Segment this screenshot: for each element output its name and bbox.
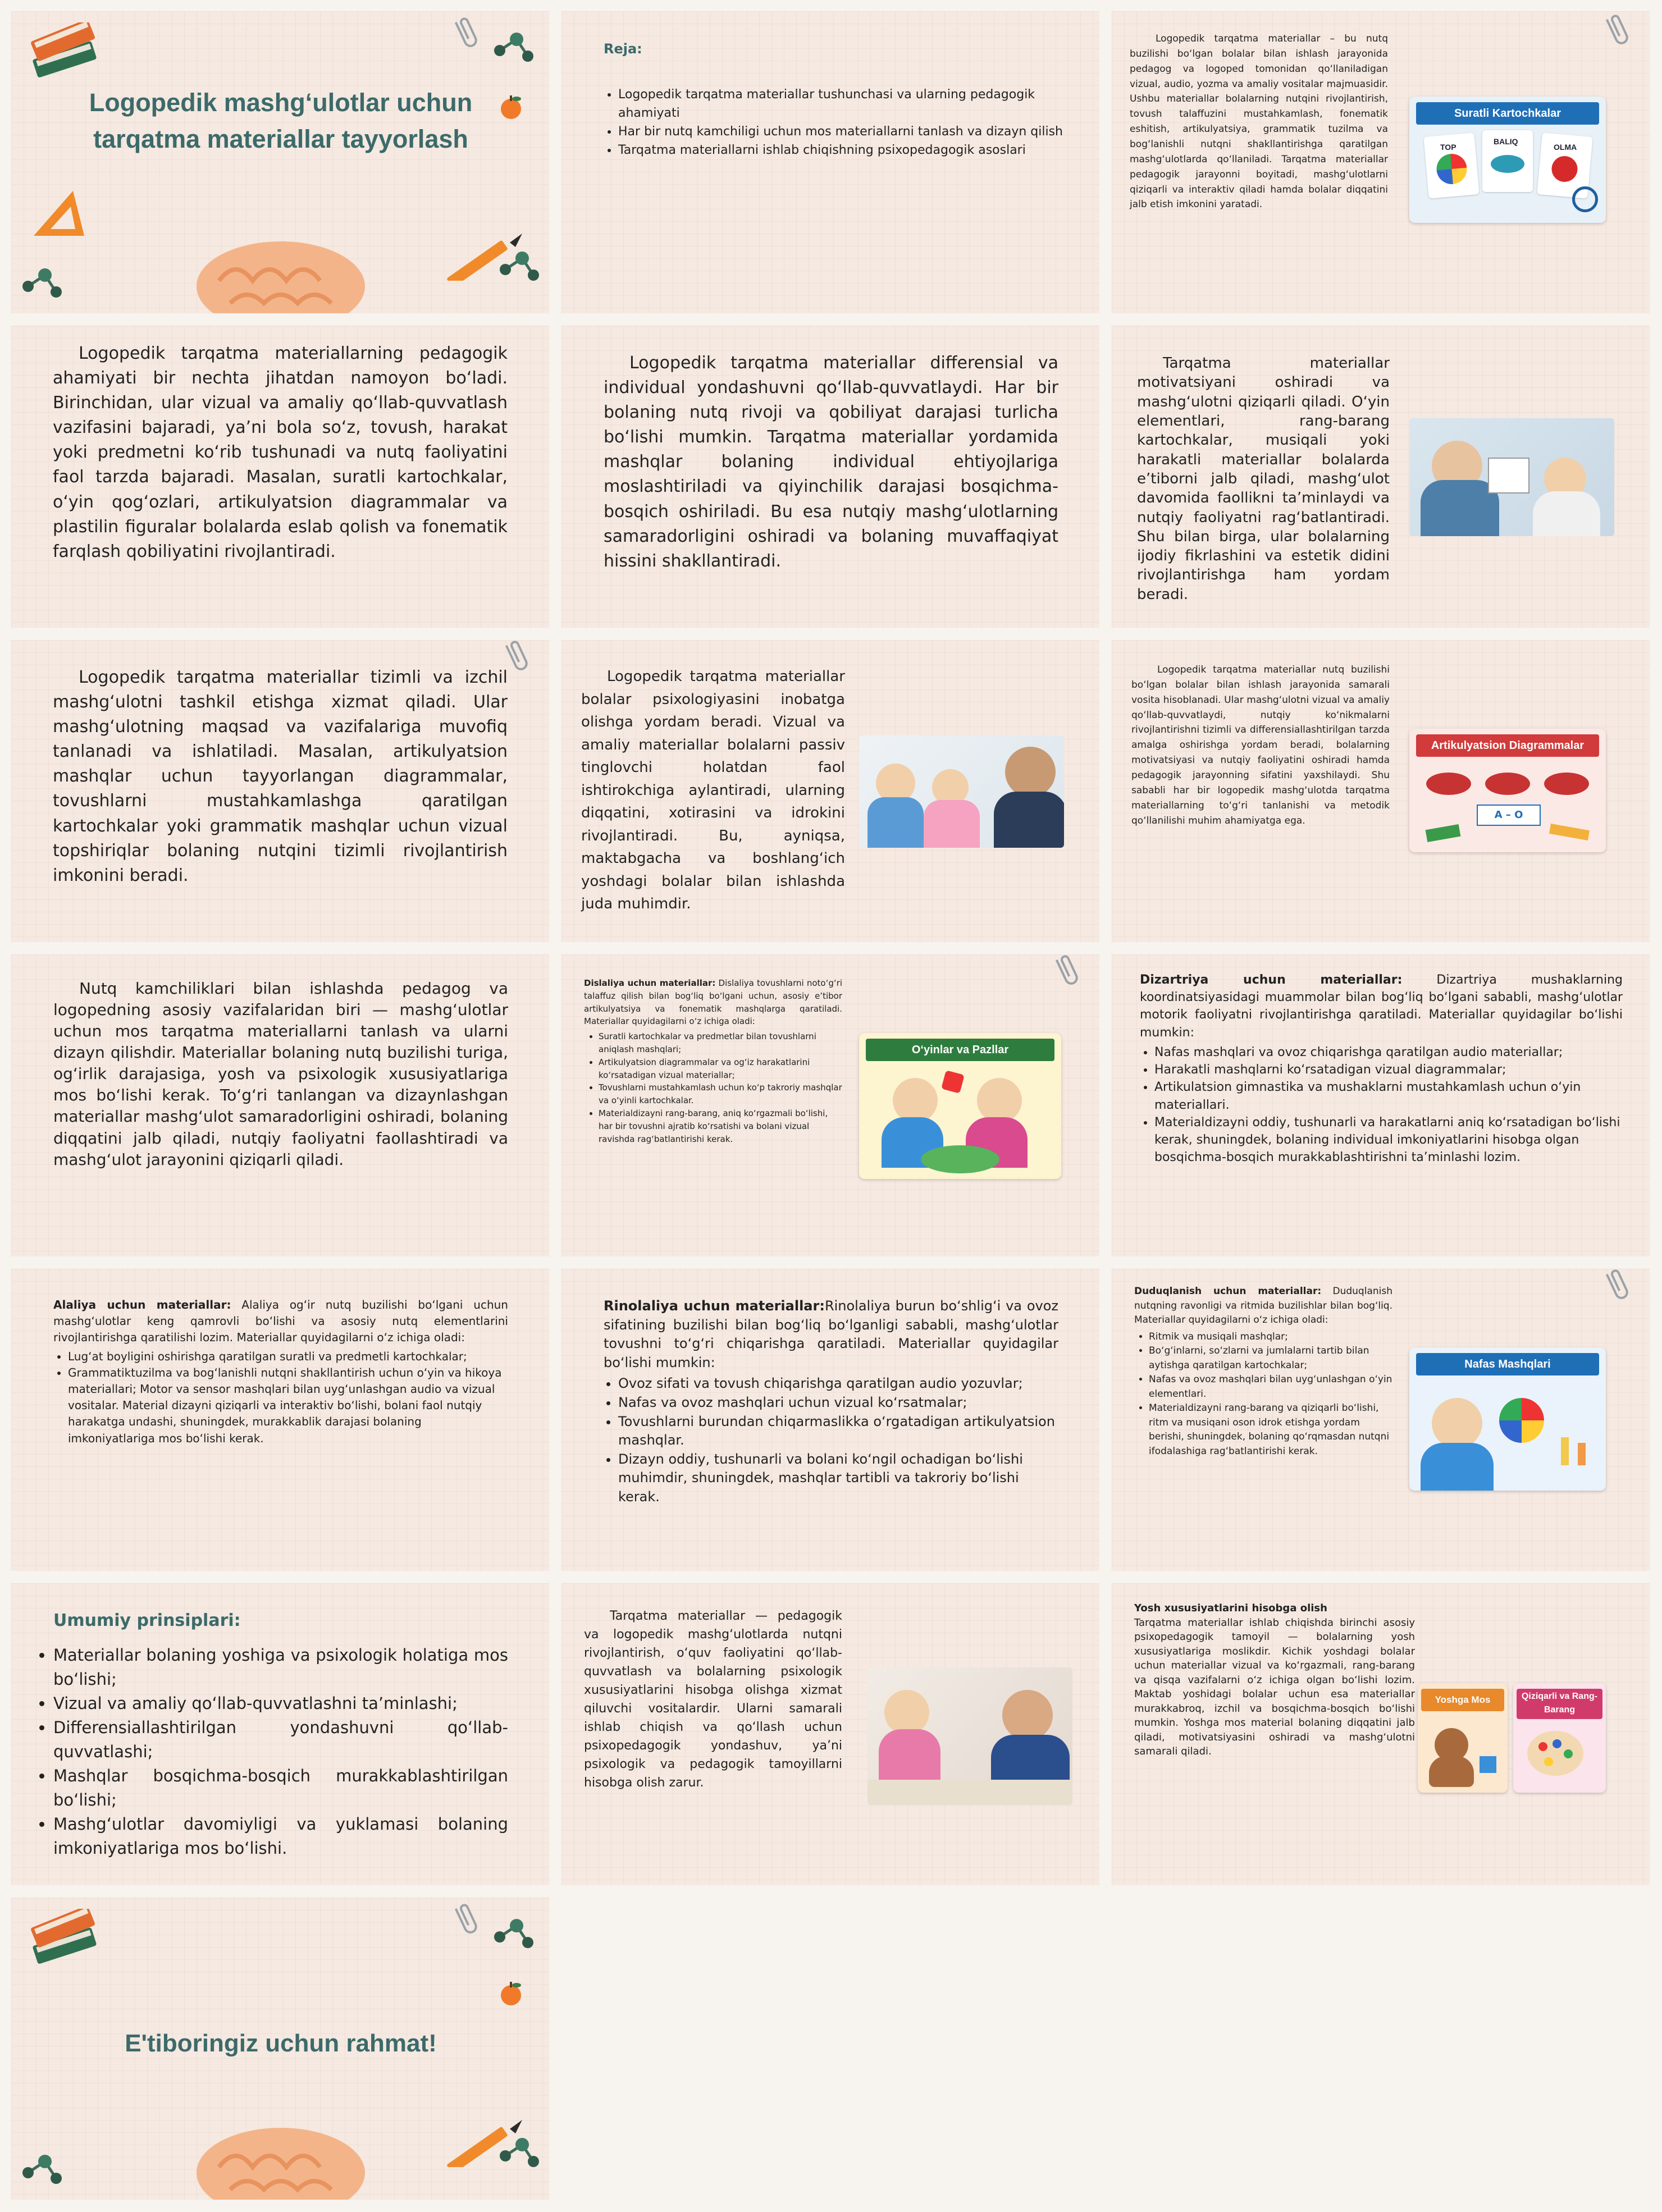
plan-item: • Har bir nutq kamchiligi uchun mos materiallarni tanlash va dizayn qilish <box>618 122 1064 141</box>
plan-item: • Tarqatma materiallarni ishlab chiqishning psixopedagogik asoslari <box>618 141 1064 159</box>
brain-icon <box>197 241 365 313</box>
list-item: • Harakatli mashqlarni ko‘rsatadigan vizual diagrammalar; <box>1154 1061 1623 1078</box>
slide-10 <box>11 954 549 1256</box>
list-item: • Materialdizayni oddiy, tushunarli va harakatlarni aniq ko‘rsatadigan bo‘lishi kerak, shuningdek, bolaning individual imkoniyatlarini hisobga olgan bosqichma-bosqich murakkablashtirishni ta’minlashi lozim. <box>1154 1114 1623 1167</box>
slide-17 <box>561 1583 1099 1885</box>
molecule-icon <box>22 264 67 303</box>
books-icon <box>28 1909 118 1987</box>
slide-18 <box>1112 1583 1650 1885</box>
breathing-illustration <box>1409 1347 1606 1491</box>
slide-15 <box>1112 1269 1650 1571</box>
body-text: Alaliya uchun materiallar: Alaliya og‘ir nutq buzilishi bo‘lgani uchun mashg‘ulotlar keng qamrovli bo‘lishi va asosiy nutq elementlarini rivojlantirishga qaratilishi lozim. Materiallar quyidagilarni o‘z ichiga oladi: • Lug‘at boyligini oshirishga qaratilgan suratli va predmetli kartochkalar; • Grammatiktuzilma va bog‘lanishli nutqni shakllantirish uchun o‘yin va hikoya materiallari; Motor va sensor mashqlari bilan uyg‘unlashgan audio va vizual vositalar. Material dizayni qiziqarli va interaktiv bo‘lishi, bolani faol nutqiy harakatga undashi, shuningdek, murakkablik darajasi bolaning imkoniyatlariga mos bo‘lishi kerak. <box>53 1297 508 1447</box>
body-text: Logopedik tarqatma materiallar bolalar psixologiyasini inobatga olishga yordam beradi. Vizual va amaliy materiallar bolalarni passiv tinglovchi holatdan faol ishtirokchiga aylantiradi, ularning diqqatini, xotirasini va idrokini rivojlantiradi. Bu, ayniqsa, maktabgacha va boshlang‘ich yoshdagi bolalar bilan ishlashda juda muhimdir. <box>581 668 845 913</box>
list-item: • Materiallar bolaning yoshiga va psixologik holatiga mos bo‘lishi; <box>53 1643 508 1692</box>
plan-item: • Logopedik tarqatma materiallar tushunchasi va ularning pedagogik ahamiyati <box>618 85 1064 122</box>
slide-16 <box>11 1583 549 1885</box>
molecule-icon <box>22 2150 67 2190</box>
slide-1-title <box>11 11 549 313</box>
molecule-icon <box>500 247 545 292</box>
photo-teacher-girl <box>867 1667 1072 1805</box>
age-appropriate-illustration <box>1418 1683 1508 1793</box>
slide-2-plan <box>561 11 1099 313</box>
slide-6 <box>1112 326 1650 628</box>
colorful-illustration <box>1513 1683 1606 1793</box>
paperclip-icon <box>505 640 533 691</box>
body-text: Tarqatma materiallar motivatsiyani oshiradi va mashg‘ulotni qiziqarli qiladi. O‘yin elementlari, rang-barang kartochkalar, musiqali yoki harakatli materiallar bolalarda e’tiborni jalb qiladi, mashg‘ulot davomida faollikni ta’minlaydi va nutqiy faoliyatni rag‘batlantiradi. Shu bilan birga, ular bolalarning ijodiy fikrlashini va estetik didini rivojlantirishga ham yordam beradi. <box>1137 355 1390 603</box>
slide-3 <box>1112 11 1650 313</box>
slide-5 <box>561 326 1099 628</box>
plan-heading: Reja: <box>604 41 642 57</box>
thanks-title: E'tiboringiz uchun rahmat! <box>125 2030 437 2057</box>
list-item: • Artikulyatsion diagrammalar va og‘iz harakatlarini ko‘rsatadigan vizual materiallar; <box>599 1056 842 1082</box>
paperclip-icon <box>455 17 483 67</box>
list-item: • Tovushlarni mustahkamlash uchun ko‘p takroriy mashqlar va o‘yinli kartochkalar. <box>599 1081 842 1107</box>
card-banner: Nafas Mashqlari <box>1416 1353 1599 1375</box>
paperclip-icon <box>455 1903 483 1954</box>
list-item: • Nafas mashqlari va ovoz chiqarishga qaratilgan audio materiallar; <box>1154 1044 1623 1061</box>
card-banner: Suratli Kartochkalar <box>1416 102 1599 125</box>
molecule-icon <box>494 28 539 67</box>
list-item: • Nafas va ovoz mashqlari uchun vizual ko‘rsatmalar; <box>618 1393 1058 1413</box>
list-item: • Mashqlar bosqichma-bosqich murakkablashtirilgan bo‘lishi; <box>53 1764 508 1812</box>
molecule-icon <box>500 2133 545 2178</box>
list-item: • Materialdizayni rang-barang, aniq ko‘rgazmali bo‘lishi, har bir tovushni ajratib ko‘rsatishi va bolani vizual ravishda rag‘batlantirishi kerak. <box>599 1107 842 1145</box>
slide-8 <box>561 640 1099 942</box>
presentation-title: Logopedik mashg‘ulotlar uchun tarqatma materiallar tayyorlash <box>89 88 473 154</box>
slide-12 <box>1112 954 1650 1256</box>
list-item: • Nafas va ovoz mashqlari bilan uyg‘unlashgan o‘yin elementlari. <box>1149 1373 1392 1401</box>
list-item: • Materialdizayni rang-barang va qiziqarli bo‘lishi, ritm va musiqani oson idrok etishga yordam berishi, shuningdek, bolaning qo‘rqmasdan nutqni ifodalashiga rag‘batlantirishi kerak. <box>1149 1401 1392 1459</box>
list-item: • Differensiallashtirilgan yondashuvni qo‘llab-quvvatlashi; <box>53 1716 508 1764</box>
body-text: Yosh xususiyatlarini hisobga olish Tarqatma materiallar ishlab chiqishda birinchi asosiy psixopedagogik tamoyil — bolalarning yosh xususiyatlariga moslikdir. Kichik yoshdagi bolalar uchun materiallar vizual va ko‘rgazmali, rang-barang va qisqa vazifalarni o‘z ichiga olgan bo‘lishi lozim. Maktab yoshidagi bolalar uchun esa materiallar murakkabroq, izchil va bosqichma-bosqich bo‘lishi mumkin. Yoshga mos material bolaning diqqatini jalb qiladi, motivatsiyasini oshiradi va mashg‘ulotni samarali qiladi. <box>1134 1602 1415 1758</box>
slide-4 <box>11 326 549 628</box>
pinwheel-icon <box>1499 1398 1544 1443</box>
principles-block <box>53 1608 508 1861</box>
body-text: Logopedik tarqatma materiallar tizimli va izchil mashg‘ulotni tashkil etishga xizmat qiladi. Ular mashg‘ulotning maqsad va vazifalariga muvofiq tanlanadi va ishlatiladi. Masalan, artikulyatsion mashqlar uchun tayyorlangan diagrammalar, tovushlarni mustahkamlashga qaratilgan kartochkalar yoki grammatik mashqlar uchun vizual topshiriqlar bolaning nutqini tizimli rivojlantirish imkonini beradi. <box>53 668 508 885</box>
slide-7 <box>11 640 549 942</box>
body-text: Logopedik tarqatma materiallar – bu nutq buzilishi bo‘lgan bolalar bilan ishlash jarayonida pedagog va logoped tomonidan qo‘llaniladigan vizual, audio, yozma va amaliy vositalar majmuasidir. Ushbu materiallar bolalarning nutqini rivojlantirish, tovush talaffuzini mustahkamlash, fonematik eshitish, artikulyatsiya, grammatik tuzilma va bog‘lanishli nutqni shakllantirishga qaratilgan mashg‘ulotlarda qo‘llaniladi. Tarqatma materiallar pedagogik jarayonni boyitadi, mashg‘ulotlarni qiziqarli va interaktiv qiladi hamda bolalar diqqatini jalb etish imkonini yaratadi. <box>1130 33 1388 211</box>
list-item: • Bo‘g‘inlarni, so‘zlarni va jumlalarni tartib bilan aytishga qaratilgan kartochkalar; <box>1149 1344 1392 1373</box>
card-banner: Qiziqarli va Rang-Barang <box>1517 1689 1602 1719</box>
list-item: • Lug‘at boyligini oshirishga qaratilgan suratli va predmetli kartochkalar; <box>68 1349 508 1365</box>
body-text: Nutq kamchiliklari bilan ishlashda pedagog va logopedning asosiy vazifalaridan biri — mashg‘ulotlar uchun mos tarqatma materiallarni tanlash va ularni dizayn qilishdir. Materiallar bolaning nutq buzilishi turiga, og‘irlik darajasiga, yosh va psixologik xususiyatlariga mos bo‘lishi kerak. To‘g‘ri tanlangan va dizaynlashgan materiallar mashg‘ulot samaradorligini oshiradi, bolaning diqqatini jalb qiladi, nutqiy faoliyatni faollashtiradi va mashg‘ulot jarayonini qiziqarli qiladi. <box>53 979 508 1169</box>
body-text: Rinolaliya uchun materiallar:Rinolaliya burun bo‘shlig‘i va ovoz sifatining buzilishi bilan bog‘liq bo‘lganligi sababli, mashg‘ulotlar tovushni to‘g‘ri chiqarishga qaratiladi. Materiallar quyidagilar bo‘lishi mumkin: • Ovoz sifati va tovush chiqarishga qaratilgan audio yozuvlar; • Nafas va ovoz mashqlari uchun vizual ko‘rsatmalar; • Tovushlarni burundan chiqarmaslikka o‘rgatadigan artikulyatsion mashqlar. • Dizayn oddiy, tushunarli va bolani ko‘ngil ochadigan bo‘lishi muhimdir, shuningdek, mashqlar tartibli va takroriy bo‘lishi kerak. <box>604 1297 1058 1507</box>
ruler-icon <box>34 191 95 247</box>
games-puzzles-illustration <box>859 1033 1061 1179</box>
plan-block <box>604 39 1064 159</box>
slide-13 <box>11 1269 549 1571</box>
list-item: • Grammatiktuzilma va bog‘lanishli nutqni shakllantirish uchun o‘yin va hikoya materiallari; Motor va sensor mashqlari bilan uyg‘unlashgan audio va vizual vositalar. Material dizayni qiziqarli va interaktiv bo‘lishi, bolani faol nutqiy harakatga undashi, shuningdek, murakkablik darajasi bolaning imkoniyatlariga mos bo‘lishi kerak. <box>68 1365 508 1447</box>
apple-icon <box>500 1982 528 2010</box>
slide-9 <box>1112 640 1650 942</box>
card-banner: Yoshga Mos <box>1421 1689 1504 1711</box>
card-banner: Artikulyatsion Diagrammalar <box>1416 734 1599 757</box>
list-item: • Artikulatsion gimnastika va mushaklarni mustahkamlash uchun o‘yin materiallari. <box>1154 1078 1623 1113</box>
apple-icon <box>500 95 528 124</box>
body-text: Duduqlanish uchun materiallar: Duduqlanish nutqning ravonligi va ritmida buzilishlar bilan bog‘liq. Materiallar quyidagilarni o‘z ichiga oladi: • Ritmik va musiqali mashqlar; • Bo‘g‘inlarni, so‘zlarni va jumlalarni tartib bilan aytishga qaratilgan kartochkalar; • Nafas va ovoz mashqlari bilan uyg‘unlashgan o‘yin elementlari. • Materialdizayni rang-barang va qiziqarli bo‘lishi, ritm va musiqani oson idrok etishga yordam berishi, shuningdek, bolaning qo‘rqmasdan nutqni ifodalashiga rag‘batlantirishi kerak. <box>1134 1285 1392 1459</box>
articulation-illustration <box>1409 729 1606 852</box>
paperclip-icon <box>1056 954 1084 1005</box>
body-text: Logopedik tarqatma materiallarning pedagogik ahamiyati bir nechta jihatdan namoyon bo‘ladi. Birinchidan, ular vizual va amaliy qo‘llab-quvvatlash vazifasini bajaradi, ya’ni bola so‘z, tovush, harakat yoki predmetni ko‘rib tushunadi va nutq faoliyatini faol tarzda bajaradi. Masalan, suratli kartochkalar, o‘yin qog‘ozlari, artikulyatsion diagrammalar va plastilin figuralar bolalarda eslab qolish va fonematik farqlash qobiliyatini rivojlantiradi. <box>53 344 508 561</box>
list-item: • Dizayn oddiy, tushunarli va bolani ko‘ngil ochadigan bo‘lishi muhimdir, shuningdek, mashqlar tartibli va takroriy bo‘lishi kerak. <box>618 1450 1058 1507</box>
principles-heading: Umumiy prinsiplari: <box>53 1611 241 1630</box>
body-text: Logopedik tarqatma materiallar nutq buzilishi bo‘lgan bolalar bilan ishlash jarayonida samarali vosita hisoblanadi. Ular mashg‘ulotni vizual va amaliy qo‘llab-quvvatlaydi, nutqiy ko‘nikmalarni rivojlantirishni tizimli va differensiallashtirilgan tarzda amalga oshirishga yordam beradi, bolalarning motivatsiyasi va nutqiy faoliyatini oshiradi hamda pedagogik jarayonning sifatini yaxshilaydi. Shu sababli har bir logopedik mashg‘ulotda tarqatma materiallarning to‘g‘ri tanlanishi va metodik qo‘llanilishi muhim ahamiyatga ega. <box>1131 664 1390 826</box>
slide-14 <box>561 1269 1099 1571</box>
list-item: • Vizual va amaliy qo‘llab-quvvatlashni ta’minlashi; <box>53 1692 508 1716</box>
photo-teacher-child <box>1409 418 1614 536</box>
slide-11 <box>561 954 1099 1256</box>
paperclip-icon <box>1606 14 1634 65</box>
brain-icon <box>197 2128 365 2200</box>
body-text: Dizartriya uchun materiallar: Dizartriya mushaklarning koordinatsiyasidagi muammolar bilan bog‘liq bo‘lgani sababli, mashg‘ulotlar motorik faoliyatni rivojlantirishga qaratiladi. Materiallar quyidagilar bo‘lishi mumkin: • Nafas mashqlari va ovoz chiqarishga qaratilgan audio materiallar; • Harakatli mashqlarni ko‘rsatadigan vizual diagrammalar; • Artikulatsion gimnastika va mushaklarni mustahkamlash uchun o‘yin materiallari. • Materialdizayni oddiy, tushunarli va harakatlarni aniq ko‘rsatadigan bo‘lishi kerak, shuningdek, bolaning individual imkoniyatlarini hisobga olgan bosqichma-bosqich murakkablashtirishni ta’minlashi lozim. <box>1140 971 1623 1167</box>
vowel-card: A – O <box>1477 805 1541 826</box>
slide-19-thanks <box>11 1898 549 2200</box>
list-item: • Tovushlarni burundan chiqarmaslikka o‘rgatadigan artikulyatsion mashqlar. <box>618 1413 1058 1450</box>
body-text: Logopedik tarqatma materiallar differensial va individual yondashuvni qo‘llab-quvvatlaydi. Har bir bolaning nutq rivoji va qobiliyat darajasi turlicha bo‘lishi mumkin. Tarqatma materiallar yordamida mashqlar bolaning individual ehtiyojlariga moslashtiriladi va qiyinchilik darajasi bosqichma-bosqich oshiriladi. Bu esa nutqiy mashg‘ulotlarning samaradorligini oshiradi va bolaning muvaffaqiyat hissini shakllantiradi. <box>604 353 1058 571</box>
flashcards-illustration: Suratli Kartochkalar TOP BALIQ OLMA <box>1409 97 1606 223</box>
card-banner: O‘yinlar va Pazllar <box>866 1039 1054 1061</box>
body-text: Dislaliya uchun materiallar: Dislaliya tovushlarni noto‘g‘ri talaffuz qilish bilan bog‘liq bo‘lgani uchun, asosiy e’tibor artikulyatsiya va fonematik mashqlarga qaratiladi. Materiallar quyidagilarni o‘z ichiga oladi: • Suratli kartochkalar va predmetlar bilan tovushlarni aniqlash mashqlari; • Artikulyatsion diagrammalar va og‘iz harakatlarini ko‘rsatadigan vizual materiallar; • Tovushlarni mustahkamlash uchun ko‘p takroriy mashqlar va o‘yinli kartochkalar. • Materialdizayni rang-barang, aniq ko‘rgazmali bo‘lishi, har bir tovushni ajratib ko‘rsatishi va bolani vizual ravishda rag‘batlantirishi kerak. <box>584 977 842 1145</box>
photo-children-cards <box>859 735 1064 848</box>
list-item: • Suratli kartochkalar va predmetlar bilan tovushlarni aniqlash mashqlari; <box>599 1030 842 1056</box>
list-item: • Ovoz sifati va tovush chiqarishga qaratilgan audio yozuvlar; <box>618 1374 1058 1393</box>
list-item: • Ritmik va musiqali mashqlar; <box>1149 1330 1392 1345</box>
molecule-icon <box>494 1914 539 1954</box>
magnifier-icon <box>1572 186 1598 212</box>
body-text: Tarqatma materiallar — pedagogik va logopedik mashg‘ulotlarda nutqni rivojlantirish, o‘quv faoliyatini qo‘llab-quvvatlash va bolalarning psixologik xususiyatlarini hisobga olishga xizmat qiluvchi vositalardir. Ularni samarali ishlab chiqish va qo‘llash uchun psixopedagogik yondashuv, ya’ni psixologik va pedagogik tamoyillarni hisobga olish zarur. <box>584 1609 842 1790</box>
list-item: • Mashg‘ulotlar davomiyligi va yuklamasi bolaning imkoniyatlariga mos bo‘lishi. <box>53 1812 508 1861</box>
paperclip-icon <box>1606 1269 1634 1319</box>
